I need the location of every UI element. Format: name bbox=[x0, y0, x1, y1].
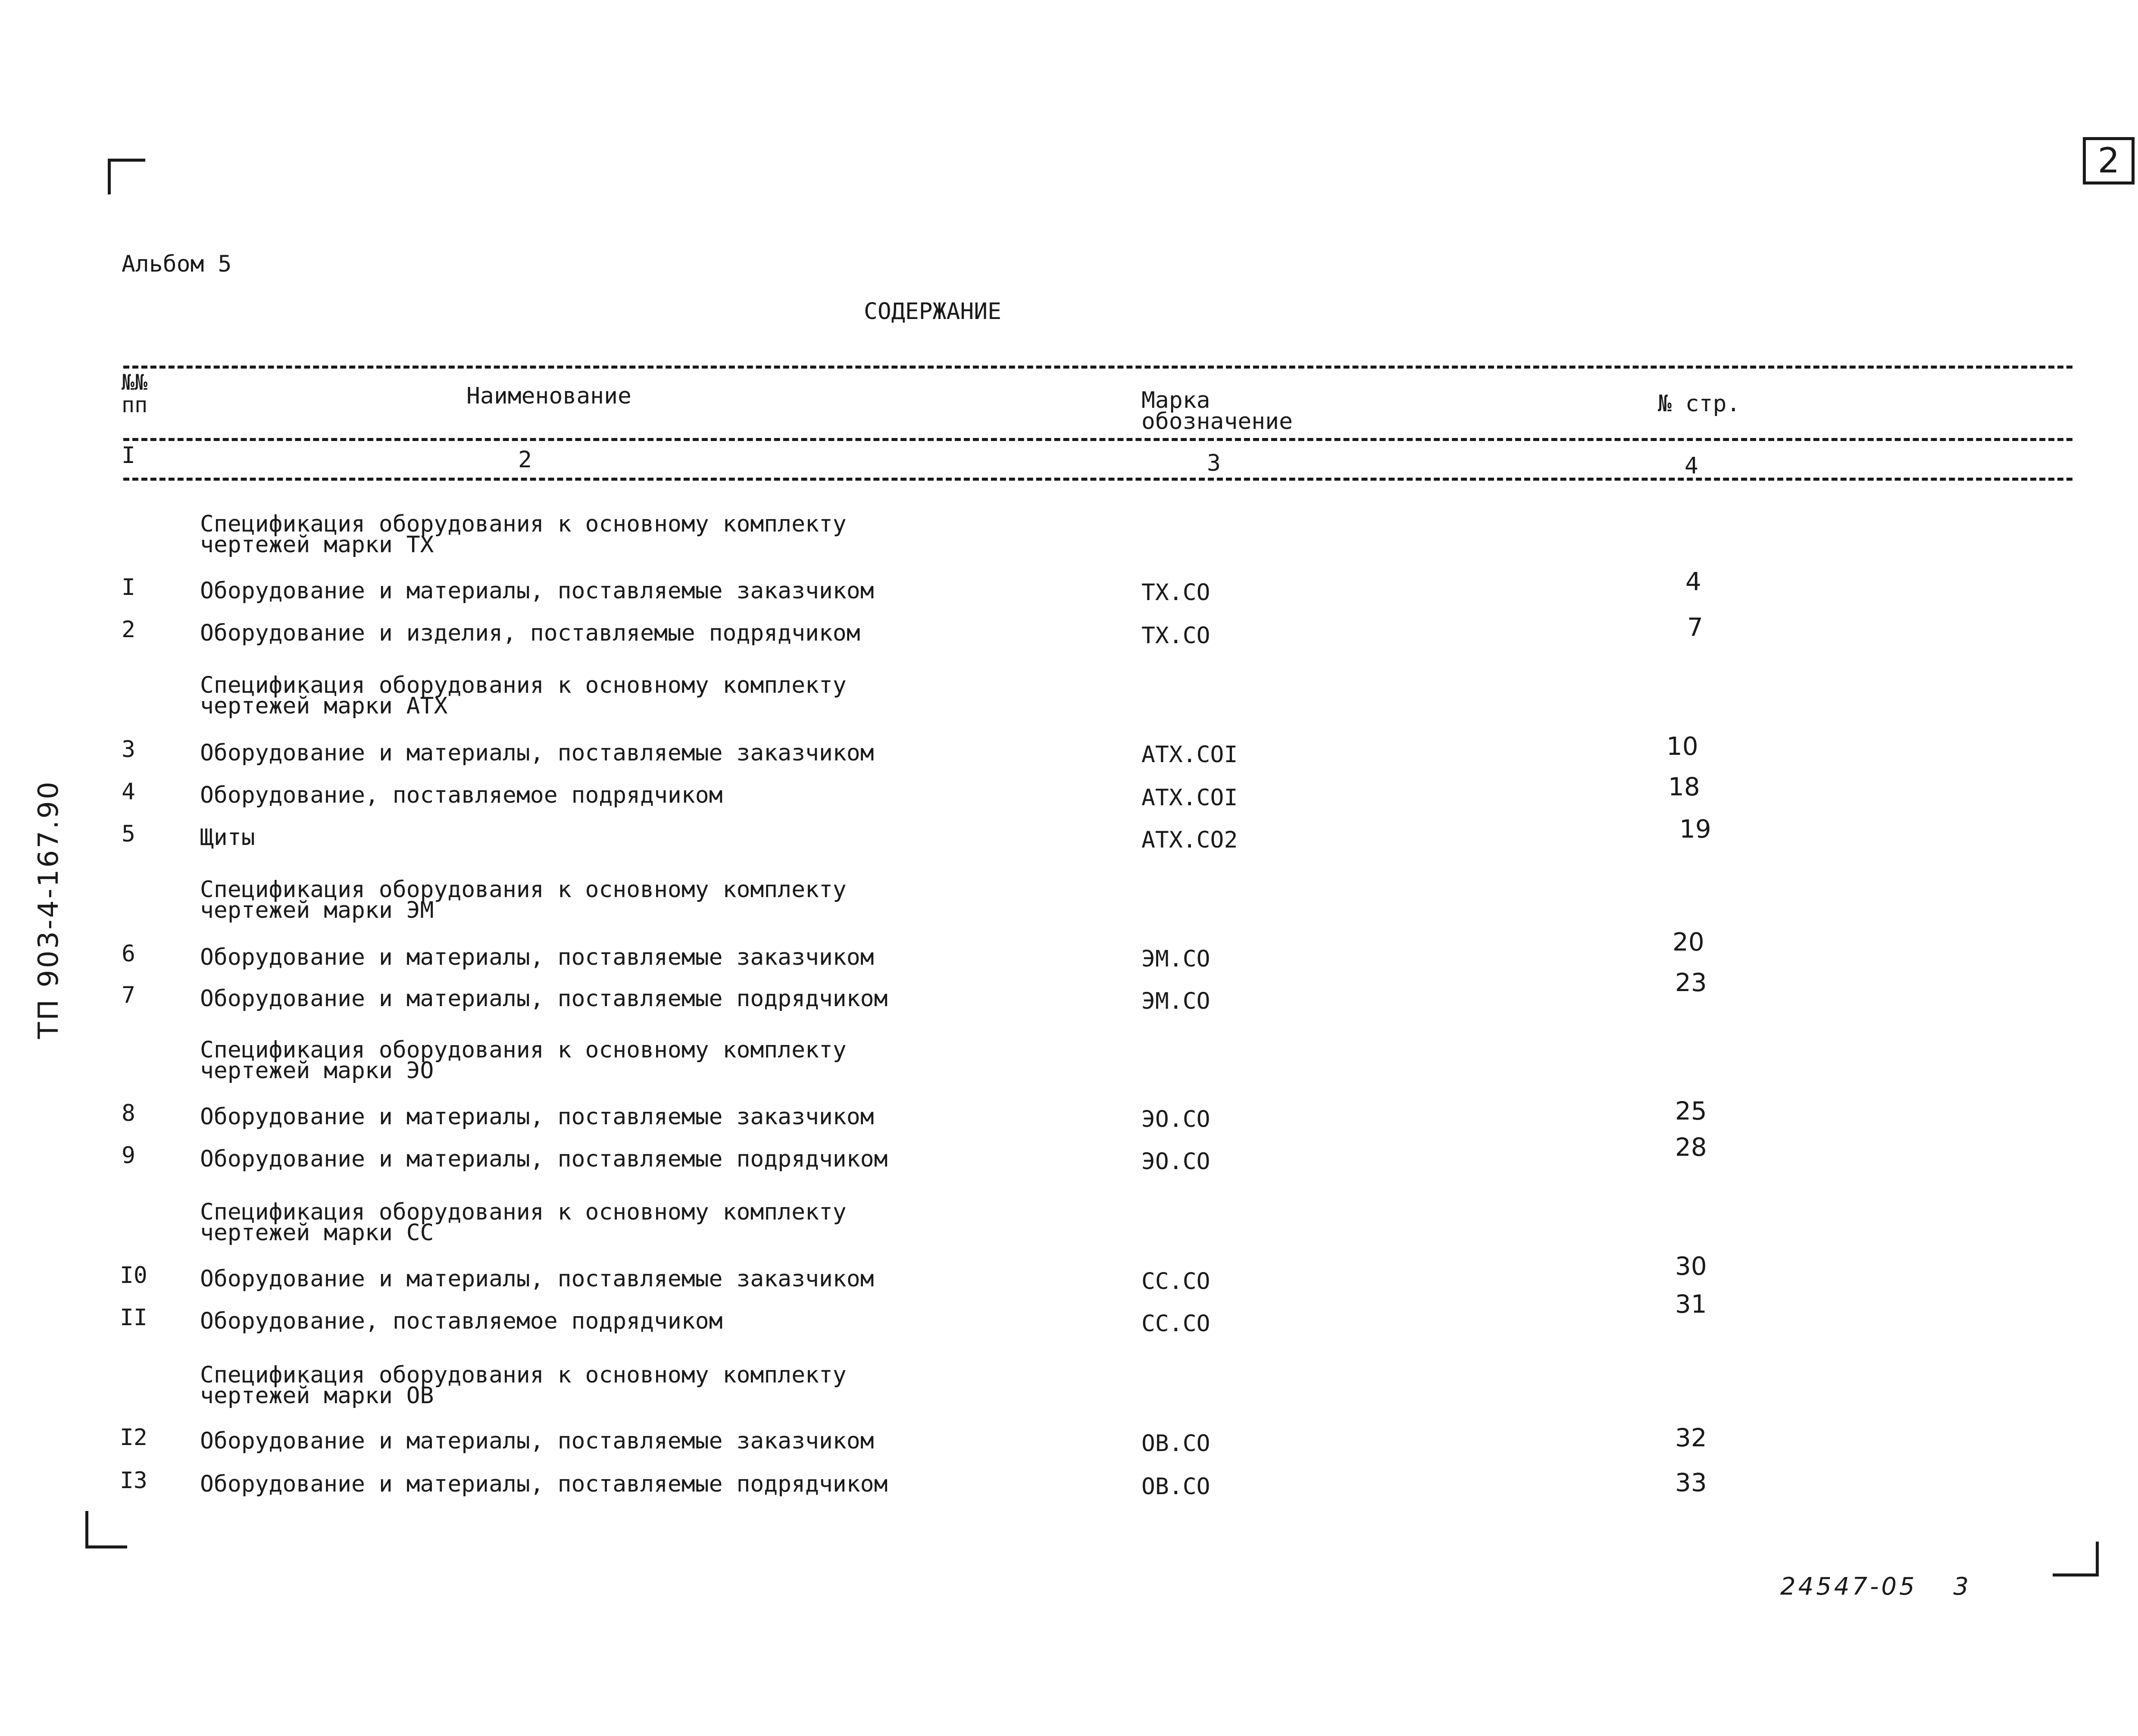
row-name: Оборудование и материалы, поставляемые заказчиком bbox=[200, 1266, 874, 1292]
corner-mark-bottom-left bbox=[85, 1511, 127, 1548]
section-heading-cc: Спецификация оборудования к основному комплекту чертежей марки СС bbox=[200, 1199, 847, 1246]
row-number: I2 bbox=[120, 1424, 147, 1451]
column-number-2: 2 bbox=[518, 447, 532, 473]
row-mark: ОВ.СО bbox=[1141, 1430, 1210, 1457]
footer-code: 24547-05 bbox=[1780, 1573, 1917, 1601]
row-page: 25 bbox=[1675, 1096, 1707, 1126]
row-number: 9 bbox=[122, 1142, 135, 1169]
corner-mark-bottom-right bbox=[2053, 1542, 2099, 1576]
row-number: 5 bbox=[122, 821, 135, 847]
row-number: I3 bbox=[120, 1467, 147, 1494]
row-mark: ЭО.СО bbox=[1141, 1106, 1210, 1132]
section-heading-em: Спецификация оборудования к основному комплекту чертежей марки ЭМ bbox=[200, 876, 847, 923]
row-page: 32 bbox=[1675, 1423, 1707, 1452]
row-mark: ОВ.СО bbox=[1141, 1473, 1210, 1500]
row-mark: ТХ.СО bbox=[1141, 579, 1210, 606]
row-name: Оборудование и материалы, поставляемые заказчиком bbox=[200, 944, 874, 970]
row-mark: ЭМ.СО bbox=[1141, 946, 1210, 972]
row-name: Оборудование и изделия, поставляемые подрядчиком bbox=[200, 620, 860, 646]
row-name: Щиты bbox=[200, 824, 255, 851]
row-mark: СС.СО bbox=[1141, 1311, 1210, 1337]
header-top-rule bbox=[123, 366, 2072, 369]
row-name: Оборудование и материалы, поставляемые подрядчиком bbox=[200, 1471, 888, 1497]
row-name: Оборудование и материалы, поставляемые подрядчиком bbox=[200, 1146, 888, 1172]
column-header-number: №№ пп bbox=[122, 370, 148, 417]
row-mark: СС.СО bbox=[1141, 1268, 1210, 1295]
row-page: 20 bbox=[1672, 927, 1704, 957]
row-name: Оборудование, поставляемое подрядчиком bbox=[200, 782, 723, 808]
album-label: Альбом 5 bbox=[122, 251, 232, 277]
column-header-name: Наименование bbox=[466, 383, 631, 409]
corner-mark-top-left bbox=[108, 159, 145, 194]
row-number: II bbox=[120, 1304, 147, 1331]
row-page: 28 bbox=[1675, 1132, 1707, 1162]
row-number: 8 bbox=[122, 1100, 135, 1126]
row-mark: АТХ.СО2 bbox=[1141, 827, 1238, 853]
column-number-1: I bbox=[122, 442, 135, 469]
row-number: I bbox=[122, 574, 135, 601]
row-page: 10 bbox=[1666, 732, 1698, 761]
row-mark: ТХ.СО bbox=[1141, 622, 1210, 649]
row-number: 7 bbox=[122, 982, 135, 1008]
row-page: 31 bbox=[1675, 1289, 1707, 1319]
section-heading-eo: Спецификация оборудования к основному комплекту чертежей марки ЭО bbox=[200, 1037, 847, 1084]
row-mark: ЭМ.СО bbox=[1141, 988, 1210, 1014]
row-name: Оборудование и материалы, поставляемые заказчиком bbox=[200, 740, 874, 766]
row-mark: ЭО.СО bbox=[1141, 1148, 1210, 1175]
row-page: 33 bbox=[1675, 1468, 1707, 1497]
sheet-number-badge: 2 bbox=[2083, 137, 2135, 185]
row-name: Оборудование, поставляемое подрядчиком bbox=[200, 1308, 723, 1334]
section-heading-tx: Спецификация оборудования к основному комплекту чертежей марки ТХ bbox=[200, 511, 847, 558]
section-heading-atx: Спецификация оборудования к основному комплекту чертежей марки АТХ bbox=[200, 672, 847, 719]
row-name: Оборудование и материалы, поставляемые заказчиком bbox=[200, 1428, 874, 1454]
column-number-4: 4 bbox=[1685, 453, 1698, 479]
row-page: 23 bbox=[1675, 968, 1707, 997]
row-number: 3 bbox=[122, 736, 135, 763]
row-number: I0 bbox=[120, 1262, 147, 1289]
row-page: 19 bbox=[1679, 814, 1711, 844]
row-number: 2 bbox=[122, 616, 135, 643]
side-document-code: ТП 903-4-167.90 bbox=[33, 780, 65, 1039]
page-title: СОДЕРЖАНИЕ bbox=[864, 298, 1002, 325]
row-name: Оборудование и материалы, поставляемые заказчиком bbox=[200, 578, 874, 604]
header-bottom-rule bbox=[123, 478, 2072, 481]
section-heading-ov: Спецификация оборудования к основному комплекту чертежей марки ОВ bbox=[200, 1362, 847, 1409]
row-mark: АТХ.СОI bbox=[1141, 741, 1238, 768]
header-middle-rule bbox=[123, 438, 2072, 441]
column-number-3: 3 bbox=[1207, 450, 1221, 476]
row-number: 6 bbox=[122, 941, 135, 967]
row-mark: АТХ.СОI bbox=[1141, 785, 1238, 811]
row-page: 7 bbox=[1687, 613, 1703, 642]
row-page: 18 bbox=[1668, 772, 1700, 801]
row-page: 4 bbox=[1685, 567, 1701, 596]
footer-document-code bbox=[1780, 1573, 1971, 1601]
footer-page: 3 bbox=[1953, 1573, 1972, 1601]
row-page: 30 bbox=[1675, 1251, 1707, 1281]
column-header-page: № стр. bbox=[1658, 391, 1741, 417]
row-name: Оборудование и материалы, поставляемые заказчиком bbox=[200, 1104, 874, 1130]
row-name: Оборудование и материалы, поставляемые подрядчиком bbox=[200, 985, 888, 1012]
row-number: 4 bbox=[122, 779, 135, 805]
column-header-mark: Марка обозначение bbox=[1141, 387, 1293, 435]
